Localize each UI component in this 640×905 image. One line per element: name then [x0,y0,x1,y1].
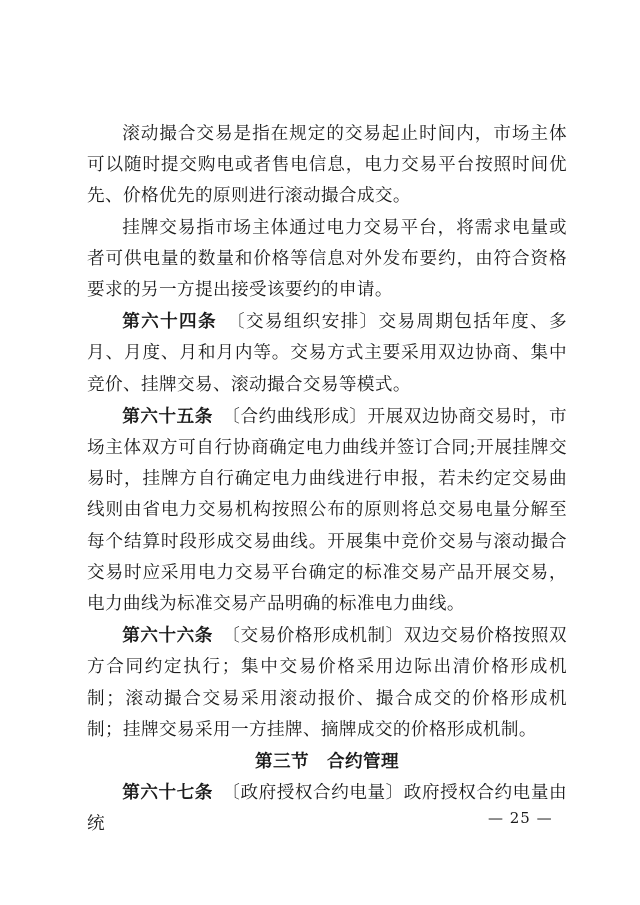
article-text: 〔交易价格形成机制〕双边交易价格按照双方合同约定执行；集中交易价格采用边际出清价格形成机制；滚动撮合交易采用滚动报价、撮合成交的价格形成机制；挂牌交易采用一方挂牌、摘牌成交的价格形成机制。 [87,626,567,740]
paragraph-text: 挂牌交易指市场主体通过电力交易平台，将需求电量或者可供电量的数量和价格等信息对外发布要约，由符合资格要求的另一方提出接受该要约的申请。 [87,217,567,301]
article-65 [87,401,567,620]
article-text: 〔政府授权合约电量〕政府授权合约电量由统 [87,783,567,835]
page-number: — 25 — [488,809,553,827]
article-number: 第六十七条 [122,782,213,804]
article-number: 第六十四条 [122,311,217,333]
section-title: 第三节 合约管理 [255,751,399,773]
page-body [87,119,567,841]
paragraph-text: 滚动撮合交易是指在规定的交易起止时间内，市场主体可以随时提交购电或者售电信息，电力交易平台按照时间优先、价格优先的原则进行滚动撮合成交。 [87,124,567,207]
article-66 [87,620,567,746]
paragraph-listing-trade [87,213,567,307]
article-text: 〔交易组织安排〕交易周期包括年度、多月、月度、月和月内等。交易方式主要采用双边协商、集中竞价、挂牌交易、滚动撮合交易等模式。 [87,312,567,395]
article-64 [87,306,567,401]
article-number: 第六十五条 [122,405,213,427]
paragraph-rolling-matching [87,119,567,213]
article-text: 〔合约曲线形成〕开展双边协商交易时，市场主体双方可自行协商确定电力曲线并签订合同;开展挂牌交易时，挂牌方自行确定电力曲线进行申报，若未约定交易曲线则由省电力交易机构按照公布的原则将总交易电量分解至每个结算时段形成交易曲线。开展集中竞价交易与滚动撮合交易时应采用电力交易平台确定的标准交易产品开展交易，电力曲线为标准交易产品明确的标准电力曲线。 [87,406,567,615]
article-number: 第六十六条 [122,625,213,647]
